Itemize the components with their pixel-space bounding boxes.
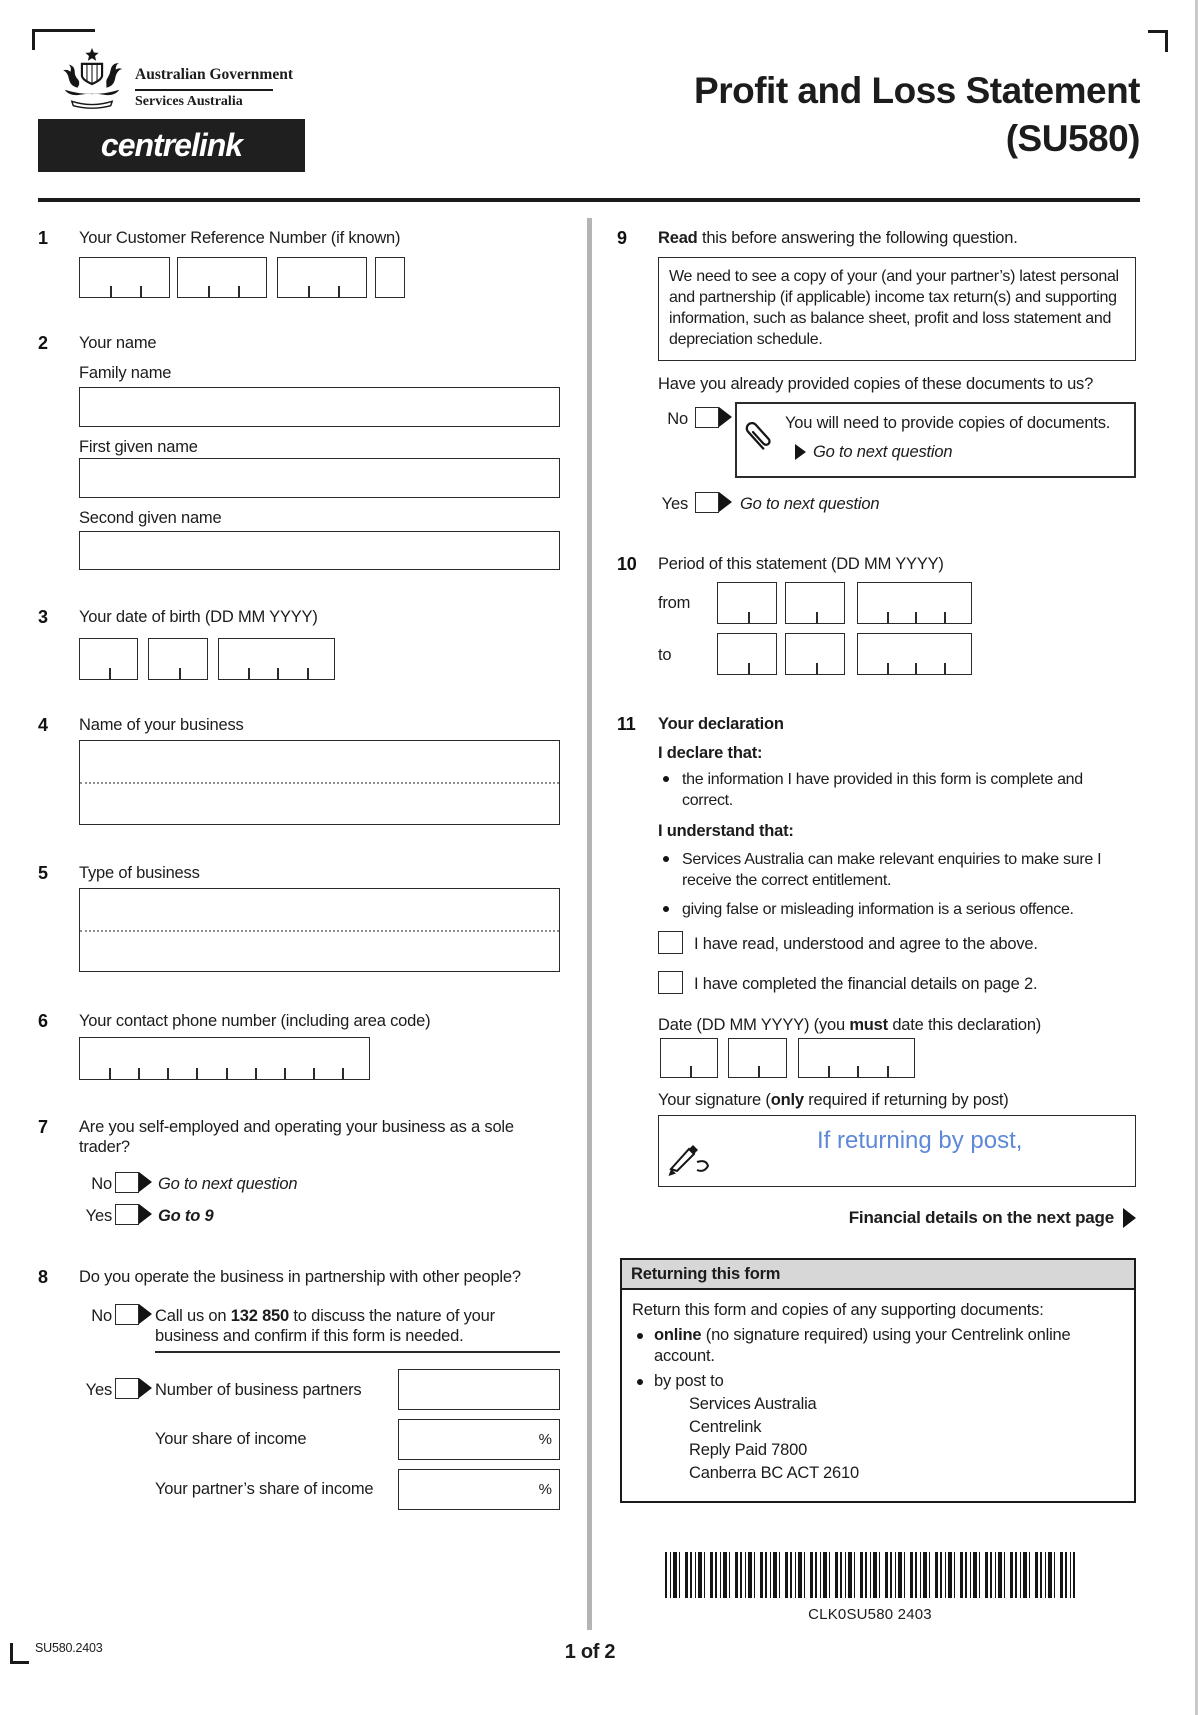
returning-bullet-post: [632, 1371, 1124, 1392]
coat-of-arms-icon: [56, 46, 128, 112]
char-tick: [179, 668, 181, 679]
next-page-arrow-icon: [1123, 1208, 1136, 1228]
q8-phone: 132 850: [230, 1307, 290, 1325]
char-tick: [915, 612, 917, 623]
q9-no-action-text: Go to next question: [813, 443, 953, 461]
char-tick: [208, 286, 210, 297]
char-tick: [248, 668, 250, 679]
q7-yes-label: Yes: [85, 1207, 112, 1225]
understand-heading: I understand that:: [658, 822, 794, 840]
q8-number: 8: [38, 1267, 48, 1287]
signature-pen-icon: [667, 1138, 711, 1181]
q7-label: Are you self-employed and operating your business as a sole trader?: [79, 1118, 514, 1156]
q9-no-checkbox[interactable]: [695, 407, 719, 428]
q8-share-label: Your share of income: [155, 1430, 307, 1448]
q8-no-label: No: [91, 1307, 112, 1325]
q9-info-box: We need to see a copy of your (and your partner’s) latest personal and partnership (if applicable) income tax return(s) and supporting information, such as balance sheet, profit and loss statement and depreciation schedule.: [658, 257, 1136, 361]
phone-number-input[interactable]: [79, 1037, 370, 1080]
q9-number: 9: [617, 228, 627, 248]
completed-checkbox[interactable]: [658, 971, 683, 994]
q9-label: [658, 228, 1138, 248]
declaration-date-label: [658, 1015, 1138, 1035]
dob-day-input[interactable]: [79, 638, 138, 680]
family-name-input[interactable]: [79, 387, 560, 427]
q8-label: Do you operate the business in partnership with other people?: [79, 1268, 521, 1286]
char-tick: [342, 1068, 344, 1079]
completed-label: I have completed the financial details on page 2.: [694, 975, 1038, 993]
crop-mark-bottom-left: [10, 1661, 29, 1664]
sig-label-1: Your signature (: [658, 1091, 771, 1109]
char-tick: [944, 663, 946, 674]
q9-question: Have you already provided copies of these documents to us?: [658, 375, 1094, 393]
crn-box-check[interactable]: [375, 257, 405, 298]
sig-label-3: required if returning by post): [803, 1091, 1009, 1109]
footer-page-number: 1 of 2: [564, 1641, 616, 1663]
period-from-year-input[interactable]: [857, 582, 972, 624]
char-tick: [944, 612, 946, 623]
q1-number: 1: [38, 228, 48, 248]
char-tick: [238, 286, 240, 297]
q8-yes-checkbox[interactable]: [115, 1378, 139, 1399]
char-tick: [748, 612, 750, 623]
q3-label: Your date of birth (DD MM YYYY): [79, 608, 318, 626]
char-tick: [255, 1068, 257, 1079]
dob-year-input[interactable]: [218, 638, 335, 680]
business-type-input[interactable]: [79, 888, 560, 972]
percent-sign: %: [538, 1431, 552, 1448]
char-tick: [748, 663, 750, 674]
declaration-date-day-input[interactable]: [660, 1038, 718, 1078]
understand-item-2: giving false or misleading information is a serious offence.: [682, 901, 1074, 918]
bullet-dot: [663, 856, 669, 862]
q10-label: Period of this statement (DD MM YYYY): [658, 555, 944, 573]
q9-label-rest: this before answering the following question.: [697, 229, 1018, 247]
q3-number: 3: [38, 607, 48, 627]
signature-placeholder: If returning by post,: [817, 1127, 1023, 1154]
char-tick: [887, 612, 889, 623]
gov-underline: [135, 89, 273, 91]
char-tick: [196, 1068, 198, 1079]
crop-mark-top-right-v: [1165, 30, 1168, 52]
first-given-name-label: First given name: [79, 438, 198, 456]
crn-box-3[interactable]: [277, 257, 367, 298]
write-line: [80, 782, 559, 784]
char-tick: [109, 668, 111, 679]
family-name-label: Family name: [79, 364, 172, 382]
write-line: [80, 930, 559, 932]
char-tick: [138, 1068, 140, 1079]
char-tick: [277, 668, 279, 679]
dob-month-input[interactable]: [148, 638, 208, 680]
crop-mark-top-left-v: [32, 29, 35, 50]
q9-yes-checkbox[interactable]: [695, 492, 719, 513]
q9-yes-arrow-icon: [719, 492, 732, 512]
char-tick: [816, 663, 818, 674]
bullet-dot: [637, 1379, 643, 1385]
q10-from-label: from: [658, 594, 691, 612]
page-edge-line: [1195, 0, 1198, 1715]
q1-label: Your Customer Reference Number (if known): [79, 229, 401, 247]
date-label-must: must: [849, 1016, 888, 1034]
declare-heading: I declare that:: [658, 744, 763, 762]
q8-yes-label: Yes: [85, 1381, 112, 1399]
bullet-dot: [637, 1333, 643, 1339]
char-tick: [828, 1066, 830, 1077]
q7-yes-arrow-icon: [139, 1204, 152, 1224]
q7-no-label: No: [91, 1175, 112, 1193]
header-rule: [38, 198, 1140, 202]
char-tick: [140, 286, 142, 297]
goto-arrow-icon: [795, 444, 806, 460]
business-name-input[interactable]: [79, 740, 560, 825]
declaration-date-month-input[interactable]: [728, 1038, 787, 1078]
char-tick: [816, 612, 818, 623]
q9-paperclip-box: [735, 402, 1136, 478]
returning-online-text: [654, 1325, 1124, 1367]
period-from-day-input[interactable]: [717, 582, 777, 624]
percent-sign: %: [538, 1481, 552, 1498]
financial-next-row: [658, 1208, 1136, 1228]
footer-form-code: SU580.2403: [35, 1641, 103, 1655]
char-tick: [308, 286, 310, 297]
q8-no-checkbox[interactable]: [115, 1304, 139, 1325]
q8-partners-label: Number of business partners: [155, 1381, 362, 1399]
barcode-label: CLK0SU580 2403: [808, 1606, 932, 1623]
online-rest: (no signature required) using your Centrelink online account.: [654, 1326, 1071, 1365]
period-from-month-input[interactable]: [785, 582, 845, 624]
char-tick: [887, 663, 889, 674]
q7-yes-checkbox[interactable]: [115, 1204, 139, 1225]
returning-post-text: by post to: [654, 1372, 724, 1390]
q2-number: 2: [38, 333, 48, 353]
returning-bullet-online: [632, 1325, 1124, 1367]
bullet-dot: [663, 906, 669, 912]
char-tick: [690, 1066, 692, 1077]
q7-number: 7: [38, 1117, 48, 1137]
online-bold: online: [654, 1326, 702, 1344]
paperclip-icon: [735, 413, 784, 464]
q8-no-action-1: Call us on: [155, 1307, 231, 1325]
gov-line2: Services Australia: [135, 94, 243, 109]
q7-yes-action: Go to 9: [158, 1207, 214, 1225]
q9-no-arrow-icon: [719, 407, 732, 427]
crn-box-1[interactable]: [79, 257, 170, 298]
char-tick: [857, 1066, 859, 1077]
q9-label-read: Read: [658, 229, 698, 247]
q6-number: 6: [38, 1011, 48, 1031]
share-income-input[interactable]: [398, 1419, 560, 1460]
char-tick: [915, 663, 917, 674]
sig-label-only: only: [770, 1091, 804, 1109]
char-tick: [110, 286, 112, 297]
char-tick: [758, 1066, 760, 1077]
q2-label: Your name: [79, 334, 157, 352]
q11-label: Your declaration: [658, 715, 784, 733]
bullet-dot: [663, 776, 669, 782]
q9-no-action: [795, 442, 1125, 462]
form-title: Profit and Loss Statement: [694, 70, 1140, 111]
q7-no-checkbox[interactable]: [115, 1172, 139, 1193]
period-to-day-input[interactable]: [717, 633, 777, 675]
date-label-3: date this declaration): [887, 1016, 1042, 1034]
understand-item-1: Services Australia can make relevant enquiries to make sure I receive the correct entitlement.: [682, 851, 1102, 889]
char-tick: [313, 1068, 315, 1079]
returning-heading: Returning this form: [631, 1265, 781, 1283]
q8-no-action: [155, 1306, 550, 1346]
period-to-year-input[interactable]: [857, 633, 972, 675]
form-code-title: (SU580): [1005, 118, 1140, 159]
q6-label: Your contact phone number (including area code): [79, 1012, 431, 1030]
returning-header: [620, 1258, 1136, 1290]
q9-no-label: No: [667, 410, 688, 428]
returning-intro: Return this form and copies of any supporting documents:: [632, 1301, 1044, 1319]
declare-item: the information I have provided in this form is complete and correct.: [682, 771, 1083, 809]
char-tick: [887, 1066, 889, 1077]
column-divider: [587, 218, 592, 1630]
q9-no-note: You will need to provide copies of documents.: [785, 414, 1111, 432]
second-given-name-label: Second given name: [79, 509, 222, 527]
address-line-4: Canberra BC ACT 2610: [689, 1464, 859, 1482]
q4-number: 4: [38, 715, 48, 735]
crop-mark-top-left: [32, 29, 95, 32]
char-tick: [167, 1068, 169, 1079]
agree-label: I have read, understood and agree to the above.: [694, 935, 1038, 953]
q9-yes-action: Go to next question: [740, 495, 880, 513]
crn-box-2[interactable]: [177, 257, 267, 298]
agree-checkbox[interactable]: [658, 931, 683, 954]
first-given-name-input[interactable]: [79, 458, 560, 498]
second-given-name-input[interactable]: [79, 531, 560, 570]
char-tick: [284, 1068, 286, 1079]
q8-yes-arrow-icon: [139, 1378, 152, 1398]
char-tick: [307, 668, 309, 679]
partners-count-input[interactable]: [398, 1369, 560, 1410]
financial-next-label: Financial details on the next page: [848, 1208, 1114, 1227]
q9-yes-label: Yes: [661, 495, 688, 513]
date-label-1: Date (DD MM YYYY) (you: [658, 1016, 850, 1034]
q8-no-arrow-icon: [139, 1304, 152, 1324]
q8-no-action-3: to discuss the nature of your business and confirm if this form is needed.: [155, 1307, 495, 1345]
q4-label: Name of your business: [79, 716, 244, 734]
q10-number: 10: [617, 554, 637, 574]
q10-to-label: to: [658, 646, 672, 664]
char-tick: [226, 1068, 228, 1079]
declaration-date-year-input[interactable]: [798, 1038, 915, 1078]
q7-no-action: Go to next question: [158, 1175, 298, 1193]
partner-share-income-input[interactable]: [398, 1469, 560, 1510]
signature-input[interactable]: [658, 1115, 1136, 1187]
address-line-1: Services Australia: [689, 1395, 817, 1413]
gov-line1: Australian Government: [135, 66, 294, 83]
address-line-3: Reply Paid 7800: [689, 1441, 808, 1459]
period-to-month-input[interactable]: [785, 633, 845, 675]
q8-separator-line: [155, 1351, 560, 1353]
centrelink-logo: centrelink: [38, 119, 305, 172]
char-tick: [109, 1068, 111, 1079]
barcode: [665, 1552, 1075, 1598]
q7-no-arrow-icon: [139, 1172, 152, 1192]
q8-partner-share-label: Your partner’s share of income: [155, 1480, 374, 1498]
address-line-2: Centrelink: [689, 1418, 762, 1436]
q11-number: 11: [617, 714, 636, 734]
q5-number: 5: [38, 863, 48, 883]
signature-label: [658, 1090, 1138, 1110]
q5-label: Type of business: [79, 864, 200, 882]
char-tick: [338, 286, 340, 297]
returning-body: [620, 1290, 1136, 1503]
